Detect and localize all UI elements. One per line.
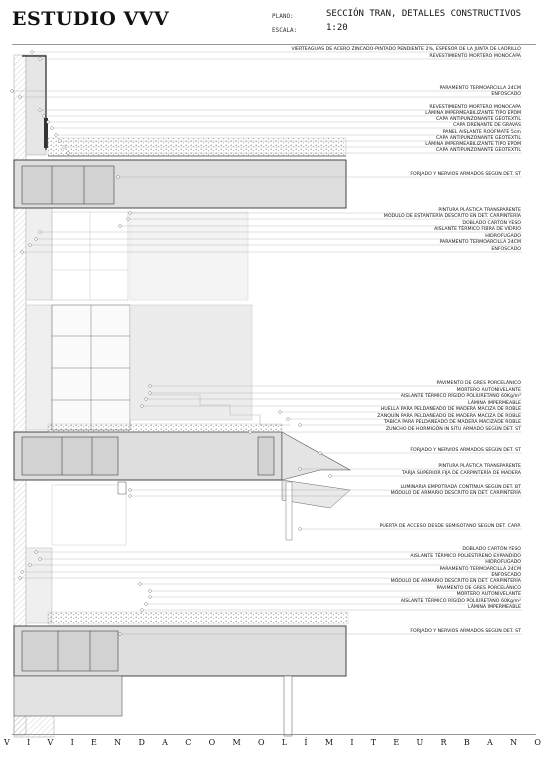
annotation-label: MÓDULO DE ESTANTERÍA DESCRITO EN DET. CARPINTERÍA	[383, 214, 521, 219]
footer-letter: I	[27, 738, 31, 747]
annotation-label: DOBLADO CARTÓN YESO	[462, 221, 521, 226]
leader-dot	[299, 468, 302, 471]
annotation-label: LUMINARIA EMPOTRADA CONTÍNUA SEGÚN DET. BT	[400, 485, 521, 490]
leader-dot	[149, 590, 152, 593]
annotation-label: LÁMINA IMPERMEABLE	[467, 401, 521, 406]
plano-value: SECCIÓN TRAN, DETALLES CONSTRUCTIVOS	[326, 9, 522, 19]
annotation-label: REVESTIMIENTO MORTERO MONOCAPA	[429, 105, 521, 110]
footer-letter: T	[370, 738, 377, 747]
leader-dot	[43, 115, 46, 118]
leader-dot	[39, 58, 42, 61]
leader-dot	[29, 244, 32, 247]
leader-dot	[35, 551, 38, 554]
footer-letter: L	[281, 738, 288, 747]
leader-dot	[249, 431, 252, 434]
annotation-label: PARAMENTO TERMOARCILLA 24CM	[439, 86, 521, 91]
footer-letter: O	[257, 738, 265, 747]
annotation-label: HUELLA PARA PELDAÑEADO DE MADERA MACIZA DE ROBLE	[380, 407, 521, 412]
leader-dot	[29, 564, 32, 567]
footer-letter: E	[393, 738, 400, 747]
leader-dot	[279, 411, 282, 414]
annotation-label: AISLANTE TÉRMICO POLIESTIRENO EXPANDIDO	[410, 554, 521, 559]
annotation-label: ENFOSCADO	[491, 92, 521, 97]
roof-slab	[14, 160, 346, 208]
leader-dot	[149, 596, 152, 599]
annotation-label: REVESTIMIENTO MORTERO MONOCAPA	[429, 54, 521, 59]
leader-dot	[21, 251, 24, 254]
leader-dot	[19, 577, 22, 580]
footer-letter: M	[324, 738, 334, 747]
escala-value: 1:20	[326, 23, 348, 33]
footer-letter: A	[487, 738, 493, 747]
leader-dot	[319, 452, 322, 455]
annotation-label: PINTURA PLÁSTICA TRANSPARENTE	[438, 208, 521, 213]
annotation-label: HIDROFUGADO	[485, 234, 521, 239]
leader-dot	[287, 418, 290, 421]
annotation-label: LÁMINA IMPERMEABILIZANTE TIPO EPDM	[425, 142, 521, 147]
annotation-label: CAPA ANTIPUNZONANTE GEOTEXTIL	[436, 117, 521, 122]
leader-dot	[19, 96, 22, 99]
annotation-label: MORTERO AUTONIVELANTE	[456, 388, 521, 393]
leader-dot	[59, 140, 62, 143]
leader-dot	[149, 392, 152, 395]
footer-letter: U	[416, 738, 424, 747]
footer-letter: Í	[304, 738, 308, 747]
annotation-label: LÁMINA IMPERMEABILIZANTE TIPO EPDM	[425, 111, 521, 116]
leader-dot	[299, 424, 302, 427]
footer-letter: N	[114, 738, 122, 747]
annotation-label: PANEL AISLANTE ROOFMATE 5cm	[442, 130, 521, 135]
footer-letter: M	[232, 738, 241, 747]
annotation-label: PAVIMENTO DE GRES PORCELÁNICO	[436, 586, 521, 591]
footer-letter: V	[47, 738, 54, 747]
footer-letter: O	[534, 738, 541, 747]
leader-dot	[129, 212, 132, 215]
annotation-label: PINTURA PLÁSTICA TRANSPARENTE	[438, 464, 521, 469]
annotation-label: AISLANTE TÉRMICO FIBRA DE VIDRIO	[434, 227, 521, 232]
studio-brand: ESTUDIO VVV	[12, 8, 170, 30]
leader-dot	[329, 475, 332, 478]
footer-letter: C	[185, 738, 192, 747]
annotation-label: CAPA ANTIPUNZONANTE GEOTEXTIL	[436, 136, 521, 141]
leader-dot	[119, 225, 122, 228]
annotation-label: FORJADO Y NERVIOS ARMADOS SEGÚN DET. ST	[410, 448, 521, 453]
leader-dot	[31, 51, 34, 54]
footer-letter: I	[70, 738, 74, 747]
middle-slab	[14, 424, 350, 508]
annotation-label: AISLANTE TÉRMICO RÍGIDO POLIURETANO 60Kg/m²	[400, 599, 521, 604]
leader-dot	[299, 528, 302, 531]
annotation-label: MÓDULO DE ARMARIO DESCRITO EN DET. CARPINTERÍA	[390, 491, 521, 496]
leader-dot	[35, 238, 38, 241]
footer-letter: O	[208, 738, 216, 747]
leader-dot	[39, 558, 42, 561]
leader-dot	[145, 398, 148, 401]
footer-letter: A	[162, 738, 168, 747]
leader-dot	[127, 218, 130, 221]
upper-interior	[52, 212, 248, 300]
leader-dot	[21, 571, 24, 574]
footer-letter: E	[91, 738, 97, 747]
leader-dot	[117, 176, 120, 179]
leader-dot	[51, 127, 54, 130]
footer-letter: I	[350, 738, 354, 747]
footer-letter: V	[4, 738, 10, 747]
leader-dot	[139, 583, 142, 586]
leader-dot	[149, 385, 152, 388]
footer-title	[0, 738, 545, 747]
annotation-label: DOBLADO CARTÓN YESO	[462, 547, 521, 552]
annotation-label: MÓDULO DE ARMARIO DESCRITO EN DET. CARPINTERÍA	[390, 579, 521, 584]
leader-dot	[11, 90, 14, 93]
leader-dot	[141, 405, 144, 408]
footer-letter: R	[440, 738, 447, 747]
annotation-label: ZANQUÍN PARA PELDAÑEADO DE MADERA MACIZA DE ROBLE	[377, 414, 521, 419]
annotation-label: CAPA ANTIPUNZONANTE GEOTEXTIL	[436, 148, 521, 153]
leader-dot	[67, 152, 70, 155]
plano-label: PLANO:	[272, 13, 294, 20]
window-grid	[52, 305, 252, 430]
leader-dot	[129, 495, 132, 498]
annotation-label: LÁMINA IMPERMEABLE	[467, 605, 521, 610]
leader-dot	[141, 609, 144, 612]
annotation-label: VIERTEAGUAS DE ACERO ZINCADO-PINTADO PENDIENTE 2%, ESPESOR DE LA JUNTA DE LADRILLO	[291, 47, 521, 52]
footer-letter: D	[138, 738, 145, 747]
annotation-label: PUERTA DE ACCESO DESDE SEMISÓTANO SEGÚN DET. CARP.	[379, 524, 521, 529]
lower-interior	[52, 482, 292, 545]
annotation-label: PARAMENTO TERMOARCILLA 24CM	[439, 240, 521, 245]
lower-slab	[14, 612, 348, 736]
leader-dot	[145, 603, 148, 606]
annotation-label: ZUNCHO DE HORMIGÓN IN SITU ARMADO SEGÚN DET. ST	[385, 427, 521, 432]
leader-dot	[119, 633, 122, 636]
leader-dot	[39, 231, 42, 234]
annotation-label: TABICA PARA PELDAÑEADO DE MADERA MACIZADE ROBLE	[383, 420, 521, 425]
leader-dot	[129, 489, 132, 492]
annotation-label: MORTERO AUTONIVELANTE	[456, 592, 521, 597]
annotation-label: CAPA DRENANTE DE GRAVAS	[453, 123, 521, 128]
annotation-label: TARJA SUPERIOR FIJA DE CARPINTERÍA DE MADERA	[401, 471, 521, 476]
annotation-label: PAVIMENTO DE GRES PORCELÁNICO	[436, 381, 521, 386]
annotation-label: FORJADO Y NERVIOS ARMADOS SEGÚN DET. ST	[410, 629, 521, 634]
annotation-label: AISLANTE TÉRMICO RÍGIDO POLIURETANO 60Kg/m²	[400, 394, 521, 399]
leader-dot	[63, 146, 66, 149]
leader-dot	[39, 109, 42, 112]
footer-rule	[12, 734, 536, 735]
escala-label: ESCALA:	[272, 27, 298, 34]
annotation-label: ENFOSCADO	[491, 247, 521, 252]
footer-letter: B	[463, 738, 470, 747]
footer-letter: N	[510, 738, 518, 747]
annotation-label: HIDROFUGADO	[485, 560, 521, 565]
annotation-label: PARAMENTO TERMOARCILLA 24CM	[439, 567, 521, 572]
leader-dot	[47, 121, 50, 124]
annotation-label: ENFOSCADO	[491, 573, 521, 578]
annotation-label: FORJADO Y NERVIOS ARMADOS SEGÚN DET. ST	[410, 172, 521, 177]
leader-dot	[55, 134, 58, 137]
